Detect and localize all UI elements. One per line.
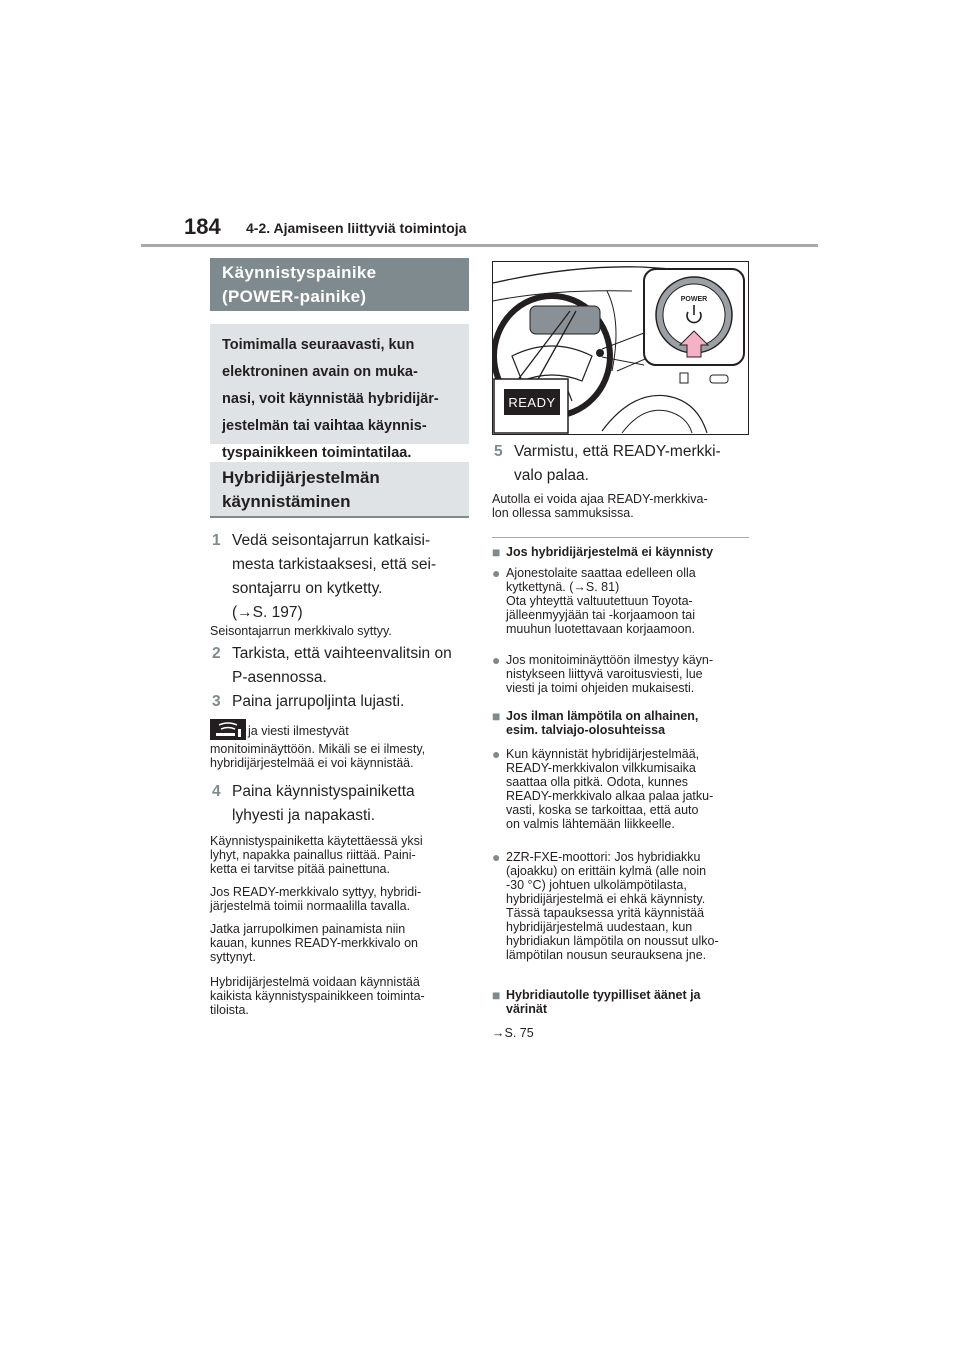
step-text: Varmistu, että READY-merkki-	[514, 443, 721, 460]
info-line: lyhyt, napakka painallus riittää. Paini-	[210, 848, 416, 862]
intro-line: nasi, voit käynnistää hybridijär-	[222, 391, 439, 407]
step-number: 1	[212, 532, 221, 549]
step-text: Tarkista, että vaihteenvalitsin on	[232, 645, 452, 662]
info-heading-text: Jos ilman lämpötila on alhainen,	[506, 709, 699, 723]
info-line: järjestelmä toimii normaalilla tavalla.	[210, 899, 411, 913]
step-text: sontajarru on kytketty.	[232, 580, 383, 597]
step-number: 2	[212, 645, 221, 662]
bullet-line: muuhun luotettavaan korjaamoon.	[506, 622, 696, 636]
subsection-heading	[210, 462, 469, 518]
step-note-line: Autolla ei voida ajaa READY-merkkiva-	[492, 492, 708, 506]
bullet-line: jälleenmyyjään tai -korjaamoon tai	[506, 608, 695, 622]
bullet-line: viesti ja toimi ohjeiden mukaisesti.	[506, 681, 695, 695]
intro-line: elektroninen avain on muka-	[222, 364, 418, 380]
step-1	[212, 529, 477, 625]
bullet-line: Kun käynnistät hybridijärjestelmää,	[506, 747, 700, 761]
step-2	[212, 642, 482, 690]
ready-label: READY	[508, 395, 556, 410]
step-number: 4	[212, 783, 221, 800]
intro-box	[210, 324, 469, 461]
bullet-item	[492, 850, 757, 962]
bullet-line: 2ZR-FXE-moottori: Jos hybridiakku	[506, 850, 701, 864]
step-text: Paina käynnistyspainiketta	[232, 783, 415, 800]
step-5	[494, 440, 764, 488]
info-paragraph	[210, 975, 425, 1017]
info-line: Jos READY-merkkivalo syttyy, hybridi-	[210, 885, 422, 899]
info-paragraph	[210, 834, 423, 876]
step-note: Seisontajarrun merkkivalo syttyy.	[210, 624, 392, 638]
step-note: ja viesti ilmestyvät	[248, 724, 349, 738]
info-line: Käynnistyspainiketta käytettäessä yksi	[210, 834, 423, 848]
info-line: Hybridijärjestelmä voidaan käynnistää	[210, 975, 420, 989]
bullet-line: Ajonestolaite saattaa edelleen olla	[506, 566, 696, 580]
step-note	[210, 742, 425, 770]
section-heading	[210, 258, 469, 311]
info-paragraph	[210, 885, 421, 913]
bullet-line: hybridijärjestelmä uudestaan, kun	[506, 920, 693, 934]
bullet-line: Tässä tapauksessa yritä käynnistää	[506, 906, 705, 920]
bullet-item	[492, 747, 757, 831]
chapter-title: 4-2. Ajamiseen liittyviä toimintoja	[246, 220, 467, 236]
page-reference: →S. 75	[492, 1026, 534, 1040]
step-note	[492, 492, 708, 520]
info-heading-text: esim. talviajo-olosuhteissa	[506, 723, 666, 737]
step-text: valo palaa.	[514, 467, 589, 484]
subsection-heading-line: Hybridijärjestelmän	[222, 468, 380, 487]
bullet-line: lämpötilan nousun seurauksena jne.	[506, 948, 707, 962]
info-line: kaikista käynnistyspainikkeen toiminta-	[210, 989, 425, 1003]
bullet-line: vasti, koska se tarkoittaa, että auto	[506, 803, 699, 817]
info-heading-text: Hybridiautolle tyypilliset äänet ja	[506, 988, 701, 1002]
bullet-line: Jos monitoiminäyttöön ilmestyy käyn-	[506, 653, 714, 667]
page-reference: (→S. 197)	[232, 604, 303, 621]
section-divider	[492, 537, 749, 538]
section-heading-line: (POWER-painike)	[222, 287, 367, 306]
bullet-item	[492, 566, 757, 636]
section-heading-line: Käynnistyspainike	[222, 263, 377, 282]
info-heading	[492, 709, 698, 737]
info-line: tiloista.	[210, 1003, 249, 1017]
subsection-heading-line: käynnistäminen	[222, 492, 351, 511]
step-text: mesta tarkistaaksesi, että sei-	[232, 556, 437, 573]
bullet-line: kytkettynä. (→S. 81)	[506, 580, 620, 594]
intro-line: Toimimalla seuraavasti, kun	[222, 337, 415, 353]
bullet-line: nistykseen liittyvä varoitusviesti, lue	[506, 667, 703, 681]
page-number: 184	[184, 214, 221, 239]
step-text: P-asennossa.	[232, 669, 327, 686]
step-text: Vedä seisontajarrun katkaisi-	[232, 532, 431, 549]
bullet-line: hybridiakun lämpötila on noussut ulko-	[506, 934, 719, 948]
step-number: 5	[494, 443, 503, 460]
dashboard-illustration	[492, 261, 749, 435]
bullet-line: Ota yhteyttä valtuutettuun Toyota-	[506, 594, 693, 608]
step-note-line: lon ollessa sammuksissa.	[492, 506, 634, 520]
round-bullet-icon: ●	[492, 565, 501, 581]
bullet-line: hybridijärjestelmä ei ehkä käynnisty.	[506, 892, 706, 906]
info-heading	[492, 988, 701, 1016]
info-paragraph	[210, 922, 418, 964]
intro-line: tyspainikkeen toimintatilaa.	[222, 445, 412, 461]
info-line: Jatka jarrupolkimen painamista niin	[210, 922, 406, 936]
bullet-line: on valmis lähtemään liikkeelle.	[506, 817, 675, 831]
step-text: lyhyesti ja napakasti.	[232, 807, 376, 824]
step-text: Paina jarrupoljinta lujasti.	[232, 693, 405, 710]
info-heading	[492, 545, 713, 559]
round-bullet-icon: ●	[492, 746, 501, 762]
power-label: POWER	[680, 296, 708, 303]
bullet-line: -30 °C) johtuen ulkolämpötilasta,	[506, 878, 687, 892]
brake-indicator-icon	[210, 719, 246, 740]
info-line: ketta ei tarvitse pitää painettuna.	[210, 862, 390, 876]
bullet-line: READY-merkkivalon vilkkumisaika	[506, 761, 696, 775]
round-bullet-icon: ●	[492, 849, 501, 865]
step-number: 3	[212, 693, 221, 710]
info-heading-text: värinät	[506, 1002, 547, 1016]
header-divider	[141, 244, 818, 247]
step-3	[212, 690, 477, 713]
step-4	[212, 780, 477, 828]
bullet-item	[492, 653, 757, 695]
step-note-line: hybridijärjestelmää ei voi käynnistää.	[210, 756, 414, 770]
square-bullet-icon: ■	[492, 987, 501, 1003]
info-heading-text: Jos hybridijärjestelmä ei käynnisty	[506, 545, 714, 559]
round-bullet-icon: ●	[492, 652, 501, 668]
square-bullet-icon: ■	[492, 544, 501, 560]
square-bullet-icon: ■	[492, 708, 501, 724]
step-note-line: monitoiminäyttöön. Mikäli se ei ilmesty,	[210, 742, 426, 756]
bullet-line: saattaa olla pitkä. Odota, kunnes	[506, 775, 689, 789]
intro-line: jestelmän tai vaihtaa käynnis-	[222, 418, 427, 434]
bullet-line: (ajoakku) on erittäin kylmä (alle noin	[506, 864, 707, 878]
info-line: syttynyt.	[210, 950, 256, 964]
bullet-line: READY-merkkivalo alkaa palaa jatku-	[506, 789, 714, 803]
info-line: kauan, kunnes READY-merkkivalo on	[210, 936, 418, 950]
